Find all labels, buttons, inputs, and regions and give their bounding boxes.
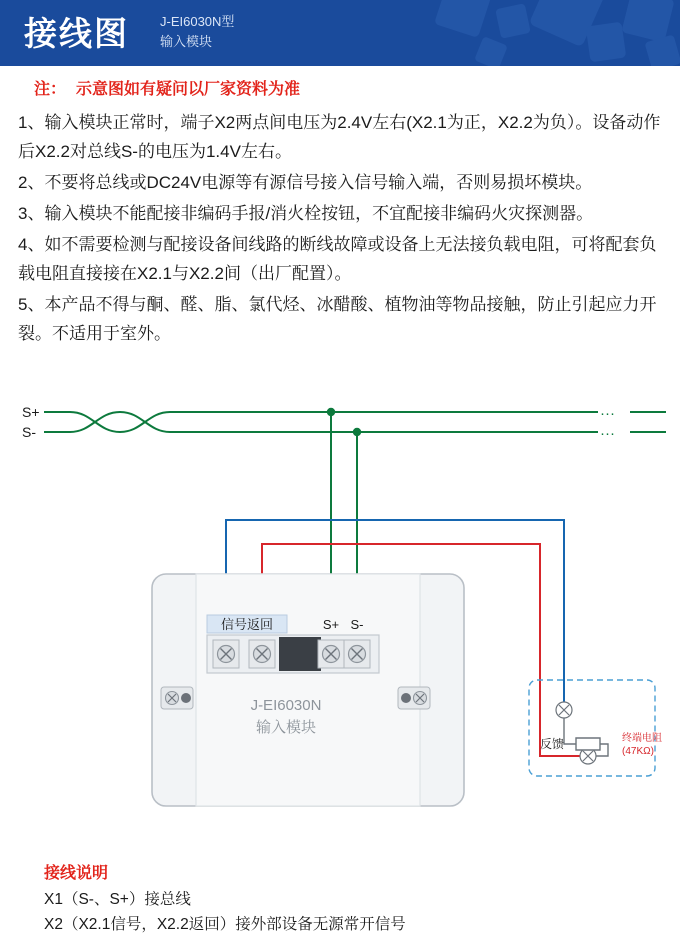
junction-dot-negative — [353, 428, 361, 436]
terminal-label-sp: S+ — [322, 617, 340, 632]
instructions-list — [18, 108, 666, 350]
header-decoration-icon — [420, 0, 680, 66]
bus-ellipsis-top: ··· — [600, 405, 615, 422]
page-header — [0, 0, 680, 66]
device-resistor-label-line1: 终端电阻 — [622, 733, 662, 744]
page-title: 接线图 — [24, 15, 129, 52]
wiring-diagram-svg — [0, 392, 680, 852]
wiring-diagram — [0, 392, 680, 852]
header-model — [160, 12, 234, 52]
terminal-window — [279, 637, 321, 671]
terminal-label-sm: S- — [350, 617, 364, 632]
terminal-group-label: 信号返回 — [220, 617, 274, 632]
wiring-description-line: X2（X2.1信号，X2.2返回）接外部设备无源常开信号 — [44, 916, 406, 933]
junction-dot-positive — [327, 408, 335, 416]
device-resistor-label-line2: (47KΩ) — [622, 746, 654, 757]
note-label: 注： — [34, 81, 67, 98]
instruction-item: 3、输入模块不能配接非编码手报/消火栓按钮，不宜配接非编码火灾探测器。 — [18, 204, 594, 223]
instruction-item: 4、如不需要检测与配接设备间线路的断线故障或设备上无法接负载电阻，可将配套负载电阻直接接在X2.1与X2.2间（出厂配置）。 — [18, 235, 657, 283]
instruction-item: 2、不要将总线或DC24V电源等有源信号接入信号输入端，否则易损坏模块。 — [18, 173, 593, 192]
module-name-label: 输入模块 — [255, 719, 317, 736]
module-model-label: J-EI6030N — [250, 697, 322, 714]
wiring-description-title: 接线说明 — [44, 865, 109, 882]
bus-label-negative: S- — [22, 424, 36, 440]
bus-ellipsis-bottom: ··· — [600, 425, 615, 442]
header-model-line2: 输入模块 — [160, 34, 213, 49]
wiring-description — [44, 860, 664, 937]
wiring-description-line: X1（S-、S+）接总线 — [44, 891, 191, 908]
header-model-line1: J-EI6030N型 — [160, 14, 235, 29]
device-feedback-label: 反馈 — [539, 737, 565, 751]
note-line — [34, 76, 300, 99]
bus-label-positive: S+ — [22, 404, 40, 420]
note-text: 示意图如有疑问以厂家资料为准 — [76, 81, 301, 98]
external-device — [529, 680, 662, 776]
bus-twist-d — [120, 412, 170, 432]
instruction-item: 1、输入模块正常时，端子X2两点间电压为2.4V左右(X2.1为正，X2.2为负）。设备动作后X2.2对总线S-的电压为1.4V左右。 — [18, 113, 661, 161]
bus-twist-c — [70, 412, 120, 432]
bus-tail — [630, 412, 666, 432]
input-module-body — [152, 574, 464, 806]
instruction-item: 5、本产品不得与酮、醛、脂、氯代烃、冰醋酸、植物油等物品接触，防止引起应力开裂。不适用于室外。 — [18, 295, 657, 343]
